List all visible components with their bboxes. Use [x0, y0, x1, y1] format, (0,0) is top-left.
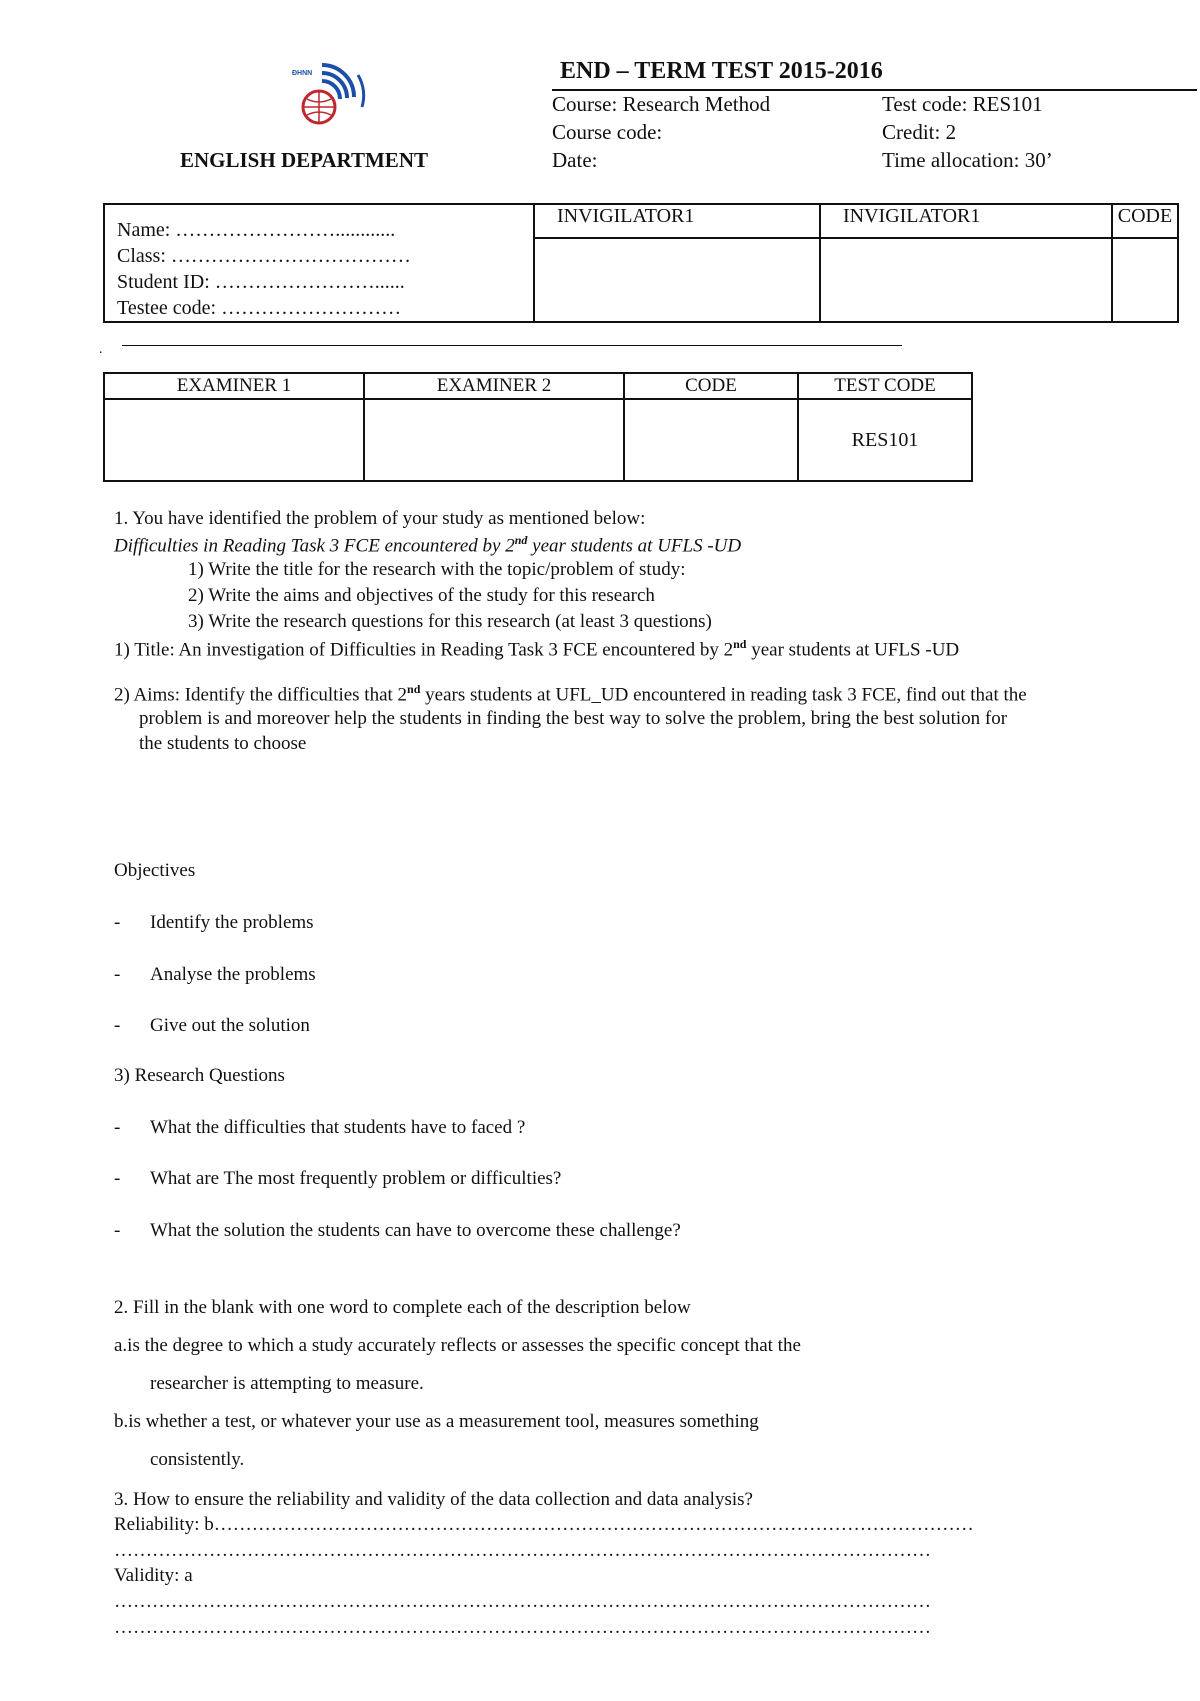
- university-logo: [292, 55, 372, 135]
- title-underline: [552, 89, 1197, 91]
- student-id-field: Student ID: ……………………......: [117, 271, 405, 293]
- time-allocation: Time allocation: 30’: [882, 148, 1053, 172]
- examiner-1-cell[interactable]: [104, 399, 364, 481]
- objective-item: - Identify the problems: [114, 912, 314, 933]
- research-question-item: - What are The most frequently problem or difficulties?: [114, 1168, 562, 1189]
- examiner-table: [103, 372, 973, 482]
- department-name: ENGLISH DEPARTMENT: [180, 148, 428, 172]
- q2-b-line2: consistently.: [150, 1449, 245, 1470]
- answer-dots-line[interactable]: …………………………………………………………………………………………………………………: [114, 1540, 931, 1561]
- test-code: Test code: RES101: [882, 92, 1043, 116]
- invigilator-2-signature[interactable]: [820, 238, 1112, 322]
- examiner-code-header: CODE: [624, 373, 798, 399]
- invigilator-1-header: INVIGILATOR1: [534, 204, 820, 238]
- answer-dots-line[interactable]: …………………………………………………………………………………………………………………: [114, 1617, 931, 1638]
- q2-a-line1: a.is the degree to which a study accurately reflects or assesses the specific concept that the: [114, 1335, 801, 1356]
- date: Date:: [552, 148, 598, 172]
- q1-sub1: 1) Write the title for the research with the topic/problem of study:: [188, 559, 686, 580]
- answer-title: 1) Title: An investigation of Difficulties in Reading Task 3 FCE encountered by 2nd year students at UFLS -UD: [114, 637, 960, 661]
- research-questions-label: 3) Research Questions: [114, 1065, 285, 1086]
- q1-sub2: 2) Write the aims and objectives of the study for this research: [188, 585, 655, 606]
- examiner-2-cell[interactable]: [364, 399, 624, 481]
- q3-prompt: 3. How to ensure the reliability and validity of the data collection and data analysis?: [114, 1489, 753, 1510]
- reliability-answer[interactable]: Reliability: b…………………………………………………………………………………………………………: [114, 1514, 974, 1535]
- answer-aims-line1: 2) Aims: Identify the difficulties that 2nd years students at UFL_UD encountered in reading task 3 FCE, find out that the: [114, 682, 1027, 706]
- course-name: Course: Research Method: [552, 92, 771, 116]
- test-code-header: TEST CODE: [798, 373, 972, 399]
- answer-dots-line[interactable]: …………………………………………………………………………………………………………………: [114, 1591, 931, 1612]
- invigilator-1-signature[interactable]: [534, 238, 820, 322]
- student-info-table: [103, 203, 1179, 323]
- q1-sub3: 3) Write the research questions for this research (at least 3 questions): [188, 611, 712, 632]
- invigilator-2-header: INVIGILATOR1: [820, 204, 1112, 238]
- validity-answer[interactable]: Validity: a: [114, 1565, 193, 1586]
- q1-prompt: 1. You have identified the problem of your study as mentioned below:: [114, 508, 646, 529]
- q2-b-line1: b.is whether a test, or whatever your use as a measurement tool, measures something: [114, 1411, 759, 1432]
- test-code-value: RES101: [798, 399, 972, 481]
- logo-text: ĐHNN: [292, 70, 313, 77]
- separator-line: [122, 345, 902, 346]
- testee-code-field: Testee code: ………………………: [117, 297, 402, 319]
- research-question-item: - What the solution the students can have to overcome these challenge?: [114, 1220, 681, 1241]
- q2-a-line2: researcher is attempting to measure.: [150, 1373, 424, 1394]
- objective-item: - Give out the solution: [114, 1015, 310, 1036]
- objectives-label: Objectives: [114, 860, 196, 881]
- course-code: Course code:: [552, 120, 663, 144]
- name-field: Name: ……………………............: [117, 219, 396, 241]
- answer-aims-line3: the students to choose: [139, 733, 307, 754]
- research-question-item: - What the difficulties that students have to faced ?: [114, 1117, 526, 1138]
- q1-topic: Difficulties in Reading Task 3 FCE encountered by 2nd year students at UFLS -UD: [114, 533, 742, 557]
- code-cell[interactable]: [1112, 238, 1178, 322]
- code-header: CODE: [1112, 204, 1178, 238]
- examiner-1-header: EXAMINER 1: [104, 373, 364, 399]
- student-details-cell[interactable]: [104, 204, 534, 322]
- objective-item: - Analyse the problems: [114, 964, 316, 985]
- separator-mark: .: [99, 342, 103, 357]
- answer-aims-line2: problem is and moreover help the students in finding the best way to solve the problem, bring the best solution for: [139, 708, 1008, 729]
- q2-prompt: 2. Fill in the blank with one word to complete each of the description below: [114, 1297, 691, 1318]
- examiner-code-cell[interactable]: [624, 399, 798, 481]
- examiner-2-header: EXAMINER 2: [364, 373, 624, 399]
- credit: Credit: 2: [882, 120, 957, 144]
- class-field: Class: ………………………………: [117, 245, 411, 267]
- test-title: END – TERM TEST 2015-2016: [560, 58, 883, 84]
